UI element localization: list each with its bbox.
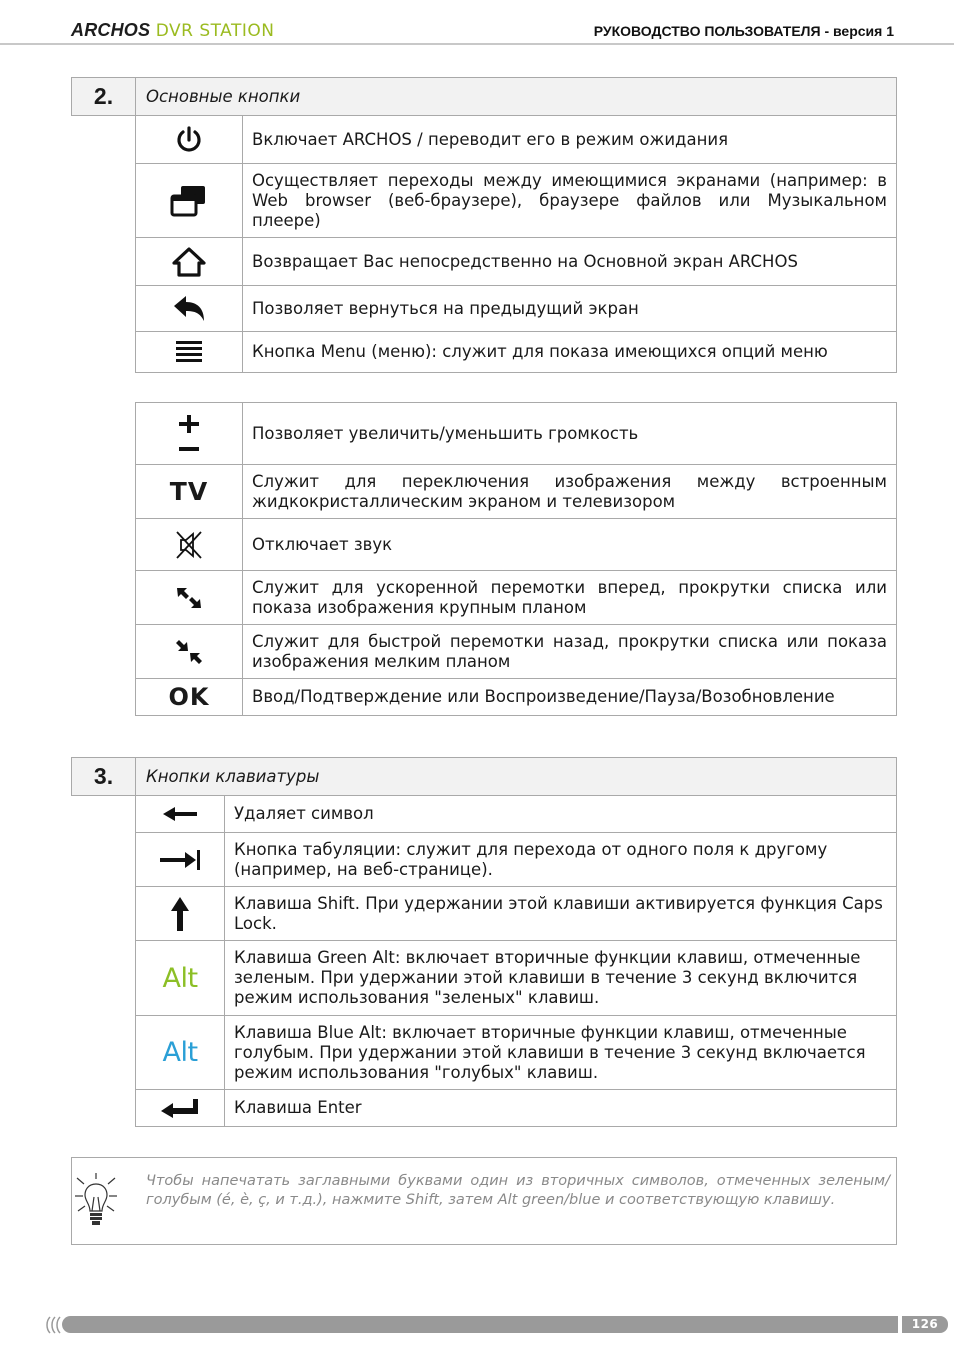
table-row: [72, 1090, 897, 1127]
alt-green-icon: [136, 941, 225, 1016]
section-3-title: Кнопки клавиатуры: [136, 758, 897, 796]
ok-icon: [136, 679, 243, 716]
table-row: [72, 887, 897, 941]
alt-blue-icon: [136, 1016, 225, 1090]
row-text: Возвращает Вас непосредственно на Основной экран ARCHOS: [243, 238, 897, 286]
section-2-title: Основные кнопки: [136, 78, 897, 116]
mute-icon: [136, 519, 243, 571]
backspace-arrow-icon: [136, 796, 225, 833]
footer-bar: [62, 1316, 898, 1333]
row-text: Служит для переключения изображения между встроенным жидкокристаллическим экраном и телевизором: [243, 465, 897, 519]
table-row: [136, 679, 897, 716]
alt-green-label: Alt: [162, 962, 198, 994]
section-2-header: [72, 78, 897, 116]
table-row: [72, 796, 897, 833]
volume-plus-minus-icon: [136, 403, 243, 465]
power-icon: [136, 116, 243, 164]
row-text: Клавиша Blue Alt: включает вторичные функции клавиш, отмеченные голубым. При удержании этой клавиши в течение 3 секунд включается режим использования "голубых" клавиш.: [225, 1016, 897, 1090]
zoom-in-arrows-icon: [136, 571, 243, 625]
row-text: Служит для быстрой перемотки назад, прокрутки списка или показа изображения мелким планом: [243, 625, 897, 679]
table-row: [72, 238, 897, 286]
table-row: [72, 164, 897, 238]
row-text: Позволяет увеличить/уменьшить громкость: [243, 403, 897, 465]
menu-icon: [136, 332, 243, 373]
section-3-table: [71, 757, 897, 1127]
page-number: 126: [902, 1316, 948, 1333]
zoom-out-arrows-icon: [136, 625, 243, 679]
table-row: [72, 941, 897, 1016]
row-text: Осуществляет переходы между имеющимися экранами (например: в Web browser (веб-браузере), браузере файлов или Музыкальном плеере): [243, 164, 897, 238]
row-text: Включает ARCHOS / переводит его в режим ожидания: [243, 116, 897, 164]
row-text: Ввод/Подтверждение или Воспроизведение/Пауза/Возобновление: [243, 679, 897, 716]
table-row: [72, 116, 897, 164]
table-row: [72, 286, 897, 332]
row-text: Клавиша Shift. При удержании этой клавиши активируется функция Caps Lock.: [225, 887, 897, 941]
section-2-number: 2.: [72, 78, 136, 116]
table-row: [136, 403, 897, 465]
row-text: Кнопка Menu (меню): служит для показа имеющихся опций меню: [243, 332, 897, 373]
tv-icon: [136, 465, 243, 519]
enter-arrow-icon: [136, 1090, 225, 1127]
row-text: Отключает звук: [243, 519, 897, 571]
alt-blue-label: Alt: [162, 1037, 198, 1068]
section-3-header: [72, 758, 897, 796]
row-text: Служит для ускоренной перемотки вперед, прокрутки списка или показа изображения крупным планом: [243, 571, 897, 625]
ok-label: OK: [168, 683, 210, 711]
table-row: [136, 519, 897, 571]
back-icon: [136, 286, 243, 332]
table-row: [136, 571, 897, 625]
tab-arrow-icon: [136, 833, 225, 887]
table-row: [72, 332, 897, 373]
document-title: РУКОВОДСТВО ПОЛЬЗОВАТЕЛЯ - версия 1: [593, 23, 894, 39]
brand-archos: ARCHOS: [71, 20, 151, 40]
section-2-table: [71, 77, 897, 373]
table-row: [72, 833, 897, 887]
row-text: Клавиша Green Alt: включает вторичные функции клавиш, отмеченные зеленым. При удержании этой клавиши в течение 3 секунд включится режим использования "зеленых" клавиш.: [225, 941, 897, 1016]
task-switch-icon: [136, 164, 243, 238]
row-text: Кнопка табуляции: служит для перехода от одного поля к другому (например, на веб-странице).: [225, 833, 897, 887]
row-text: Удаляет символ: [225, 796, 897, 833]
row-text: Клавиша Enter: [225, 1090, 897, 1127]
lightbulb-icon: [74, 1171, 118, 1233]
shift-arrow-icon: [136, 887, 225, 941]
row-text: Позволяет вернуться на предыдущий экран: [243, 286, 897, 332]
table-row: [72, 1016, 897, 1090]
section-2-table-2: [135, 402, 897, 716]
tip-text: Чтобы напечатать заглавными буквами один из вторичных символов, отмеченных зеленым/голубым (é, è, ç, и т.д.), нажмите Shift, затем Alt green/blue и соответствующую клавишу.: [146, 1173, 890, 1208]
section-3-number: 3.: [72, 758, 136, 796]
brand-product: DVR STATION: [155, 21, 275, 41]
table-row: [136, 625, 897, 679]
home-icon: [136, 238, 243, 286]
brand-logo: [71, 20, 275, 42]
header-divider: [0, 43, 954, 45]
table-row: [136, 465, 897, 519]
tv-label: TV: [169, 477, 209, 506]
